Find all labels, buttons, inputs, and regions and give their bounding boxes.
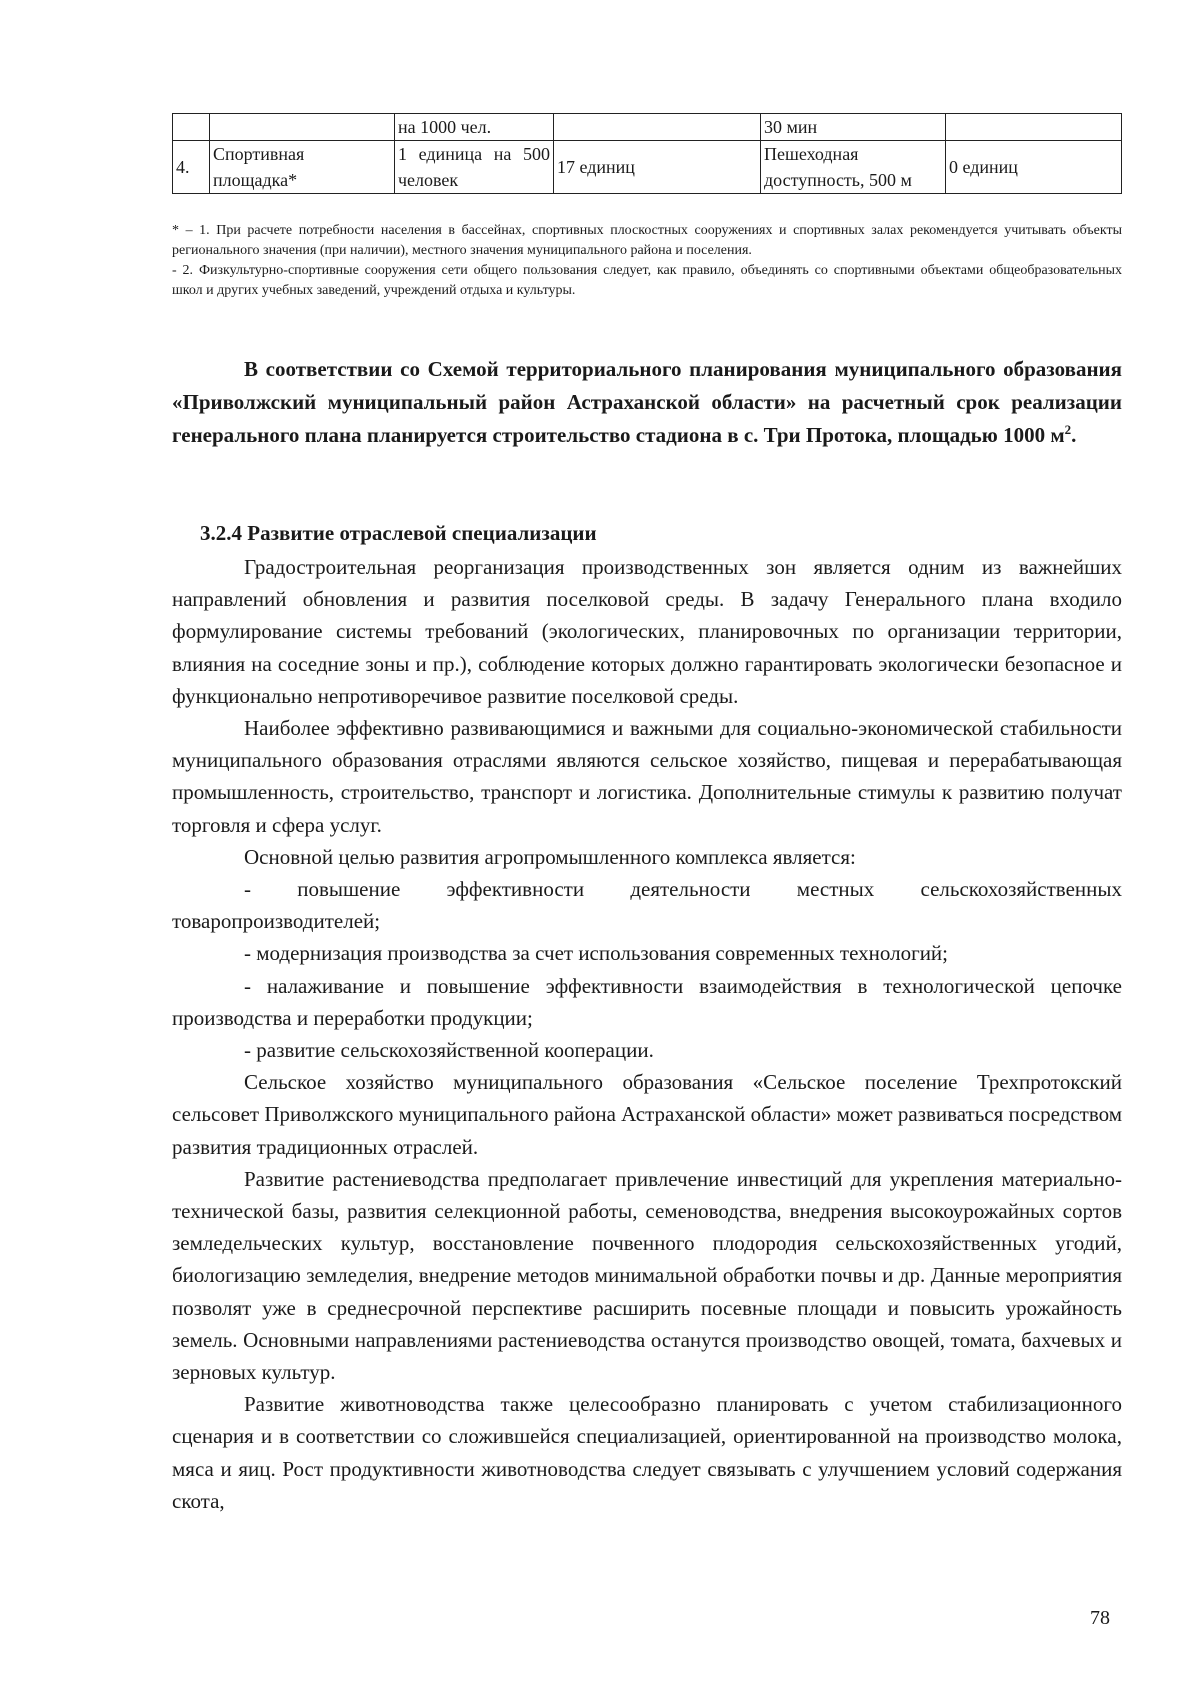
table-footnotes (172, 221, 1122, 301)
paragraph: Градостроительная реорганизация производственных зон является одним из важнейших направлений обновления и развития поселковой среды. В задачу Генерального плана входило формулирование системы требований (экологических, планировочных по организации территории, влияния на соседние зоны и пр.), соблюдение которых должно гарантировать экологически безопасное и функционально непротиворечивое развитие поселковой среды. (172, 555, 1122, 708)
stadium-statement (172, 353, 1122, 452)
paragraph: Развитие растениеводства предполагает привлечение инвестиций для укрепления материально-технической базы, развития селекционной работы, семеноводства, внедрения высокоурожайных сортов земледельческих культур, восстановление почвенного плодородия сельскохозяйственных угодий, биологизацию земледелия, внедрение методов минимальной обработки почвы и др. Данные мероприятия позволят уже в среднесрочной перспективе расширить посевные площади и повысить урожайность земель. Основными направлениями растениеводства останутся производство овощей, томата, бахчевых и зерновых культур. (172, 1166, 1122, 1385)
norms-table (172, 113, 1122, 194)
table-cell: на 1000 чел. (395, 114, 554, 141)
table-cell: 17 единиц (554, 141, 761, 194)
paragraph: - развитие сельскохозяйственной кооперации. (244, 1038, 654, 1063)
table-cell: 1 единица на 500 человек (395, 141, 554, 194)
table-cell (946, 114, 1122, 141)
table-cell: Пешеходная доступность, 500 м (761, 141, 946, 194)
paragraph: - повышение эффективности деятельности местных сельскохозяйственных товаропроизводителей; (172, 877, 1122, 934)
paragraph: Сельское хозяйство муниципального образования «Сельское поселение Трехпротокский сельсовет Приволжского муниципального района Астраханской области» может развиваться посредством развития традиционных отраслей. (172, 1070, 1122, 1159)
table-row (173, 141, 1122, 194)
statement-end: . (1071, 423, 1077, 447)
paragraph: Наиболее эффективно развивающимися и важными для социально-экономической стабильности муниципального образования отраслями являются сельское хозяйство, пищевая и перерабатывающая промышленность, строительство, транспорт и логистика. Дополнительные стимулы к развитию получат торговля и сфера услуг. (172, 716, 1122, 837)
stadium-statement-text: В соответствии со Схемой территориального планирования муниципального образования «Приволжский муниципальный район Астраханской области» на расчетный срок реализации генерального плана планируется строительство стадиона в с. Три Протока, площадью 1000 м (172, 357, 1122, 447)
table-cell (210, 114, 395, 141)
paragraph: Основной целью развития агропромышленного комплекса является: (244, 844, 856, 869)
table-cell: 0 единиц (946, 141, 1122, 194)
paragraph: - модернизация производства за счет использования современных технологий; (244, 941, 949, 966)
paragraph: - налаживание и повышение эффективности взаимодействия в технологической цепочке производства и переработки продукции; (172, 973, 1122, 1030)
footnote-2: - 2. Физкультурно-спортивные сооружения сети общего пользования следует, как правило, объединять со спортивными объектами общеобразовательных школ и других учебных заведений, учреждений отдыха и культуры. (172, 263, 1122, 298)
section-heading: 3.2.4 Развитие отраслевой специализации (200, 521, 597, 545)
table-cell (173, 114, 210, 141)
table-row (173, 114, 1122, 141)
table-cell (554, 114, 761, 141)
table-cell: 30 мин (761, 114, 946, 141)
paragraph: Развитие животноводства также целесообразно планировать с учетом стабилизационного сценария и в соответствии со сложившейся специализацией, ориентированной на производство молока, мяса и яиц. Рост продуктивности животноводства следует связывать с улучшением условий содержания скота, (172, 1392, 1122, 1513)
page-number: 78 (1090, 1607, 1110, 1629)
footnote-1: * – 1. При расчете потребности населения в бассейнах, спортивных плоскостных сооружениях и спортивных залах рекомендуется учитывать объекты регионального значения (при наличии), местного значения муниципального района и поселения. (172, 223, 1122, 258)
superscript: 2 (1064, 422, 1072, 437)
table-cell: 4. (173, 141, 210, 194)
section-body (172, 551, 1122, 1517)
table-cell: Спортивная площадка* (210, 141, 395, 194)
